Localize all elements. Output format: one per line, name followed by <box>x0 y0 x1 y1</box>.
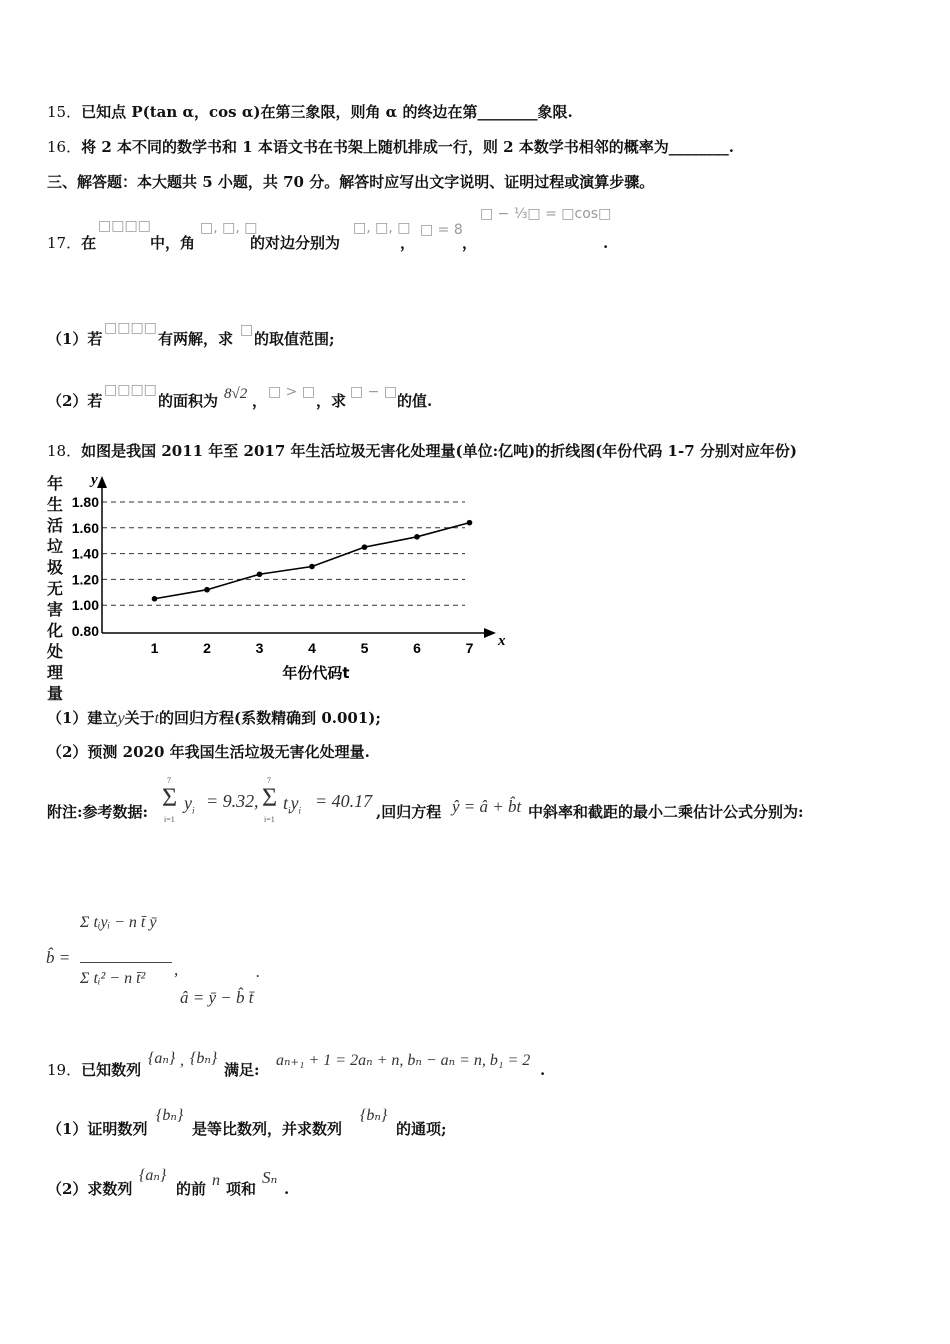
angles-formula-image: □, □, □ <box>200 220 258 236</box>
side-value-formula-image: □ = 8 <box>420 222 463 238</box>
x-tick-label: 3 <box>255 640 264 656</box>
variable-y: y <box>117 710 125 727</box>
sides-formula-image: □, □, □ <box>353 220 411 236</box>
q17-text-duibian: 的对边分别为 <box>250 234 341 252</box>
ylabel-char: 生 <box>46 495 63 514</box>
q17-comma: ， <box>400 234 416 252</box>
sum-Sn: Sₙ <box>262 1168 278 1187</box>
q17-p1-text-c: 的取值范围; <box>254 330 335 348</box>
sum-ty-value: = 40.17 <box>315 791 373 811</box>
ylabel-char: 无 <box>46 579 63 598</box>
q18-p1-text-b: 关于 <box>124 709 155 727</box>
line-chart <box>66 470 536 690</box>
intercept-formula: â = ȳ − b̂ t̄ <box>180 988 254 1007</box>
y-axis-symbol: y <box>91 472 98 488</box>
variable-formula-image: □ <box>240 322 254 338</box>
section-heading: 三、解答题：本大题共 5 小题，共 70 分。解答时应写出文字说明、证明过程或演算步骤。 <box>47 173 655 191</box>
q19-p2-text-b: 的前 <box>176 1180 207 1198</box>
q17-p2-text-b: 的面积为 <box>158 392 219 410</box>
question-number: 17． <box>47 234 82 252</box>
x-tick-label: 7 <box>465 640 474 656</box>
difference-formula-image: □ − □ <box>350 384 398 400</box>
ylabel-char: 理 <box>46 663 63 682</box>
data-point <box>362 544 368 550</box>
question-number: 19． <box>47 1061 82 1079</box>
x-axis-arrow <box>484 628 496 638</box>
q17-p2-text-c: ， <box>252 392 268 410</box>
question-18 <box>47 441 797 461</box>
q18-part1 <box>47 708 381 729</box>
sequence-b-formula: {bₙ} <box>190 1050 218 1067</box>
question-text: 将 2 本不同的数学书和 1 本语文书在书架上随机排成一行，则 2 本数学书相邻的概率为 <box>81 138 669 156</box>
y-tick-label: 1.40 <box>71 545 99 562</box>
data-point <box>204 587 210 593</box>
ylabel-char: 年 <box>46 474 63 493</box>
least-squares-formula: b̂ = Σ tᵢyᵢ − n t̄ ȳ Σ tᵢ² − n t̄² , â = ȳ − b̂ t̄ . <box>46 914 261 1007</box>
x-axis-label: 年份代码t <box>282 664 350 682</box>
question-number: 15． <box>47 103 82 121</box>
q19-p2-text-d: . <box>284 1180 290 1198</box>
ylabel-char: 量 <box>46 684 63 703</box>
answer-blank: ________ <box>477 103 538 121</box>
condition-formula-image: □ − ⅓□ = □cos□ <box>480 206 612 222</box>
x-tick-label: 6 <box>413 640 421 656</box>
fraction-bar <box>80 962 172 963</box>
ylabel-char: 垃 <box>46 537 63 556</box>
question-number: 16． <box>47 138 82 156</box>
regression-equation: ŷ = â + b̂t <box>452 797 522 816</box>
q19-p1-text-c: 的通项; <box>396 1120 447 1138</box>
triangle-formula-image: □□□□ <box>104 382 157 398</box>
q17-text-zhong: 中，角 <box>150 234 196 252</box>
question-19 <box>47 1060 141 1080</box>
question-text: 已知点 P(tan α，cos α)在第三象限，则角 α 的终边在第 <box>81 103 478 121</box>
sum-formulas: 7 Σ i=1 $y_i$ = 9.32 7 , Σ i=1 $t_iy_i$ = 40.17 <box>162 776 373 824</box>
q17-comma-2: ， <box>462 234 478 252</box>
question-tail: . <box>728 138 734 156</box>
data-point <box>152 596 158 602</box>
chart-ylabel <box>44 473 66 704</box>
question-15 <box>47 102 573 122</box>
x-tick-label: 4 <box>308 640 316 656</box>
x-axis-symbol: x <box>498 633 506 649</box>
area-formula-image: 8√2 <box>224 386 248 402</box>
answer-blank: ________ <box>668 138 729 156</box>
sequence-a-formula: {aₙ} <box>148 1050 176 1067</box>
sequence-b-formula: {bₙ} <box>156 1107 184 1124</box>
ylabel-char: 害 <box>46 600 63 619</box>
ylabel-char: 圾 <box>46 558 63 577</box>
data-point <box>257 571 263 577</box>
q19-p2-text-c: 项和 <box>226 1180 257 1198</box>
variable-n: n <box>212 1172 220 1189</box>
slope-numerator: Σ tᵢyᵢ − n t̄ ȳ <box>80 914 157 931</box>
data-point <box>467 520 473 526</box>
q17-p2-text-d: ，求 <box>316 392 347 410</box>
q17-p1-text-a: （1）若 <box>47 330 103 348</box>
q18-p1-text-a: （1）建立 <box>47 709 118 727</box>
q19-dot: . <box>540 1061 546 1079</box>
q19-p1-text-b: 是等比数列，并求数列 <box>192 1120 343 1138</box>
slope-symbol: b̂ = <box>46 948 71 967</box>
q17-part2 <box>47 391 102 411</box>
y-tick-label: 1.80 <box>71 494 99 510</box>
x-tick-label: 5 <box>360 640 369 656</box>
condition-formula: aₙ₊₁ + 1 = 2aₙ + n, bₙ − aₙ = n, b₁ = 2 <box>276 1052 531 1069</box>
inequality-formula-image: □ > □ <box>268 384 316 400</box>
q17-part1 <box>47 329 102 349</box>
question-number: 18． <box>47 442 82 460</box>
data-point <box>414 534 420 540</box>
ylabel-char: 化 <box>46 621 63 640</box>
q17-p2-text-e: 的值. <box>397 392 433 410</box>
sum-y-value: = 9.32 <box>206 791 255 811</box>
series-line <box>155 523 470 599</box>
q18-note-a: 附注:参考数据: <box>47 803 149 821</box>
q19-p1-text-a: （1）证明数列 <box>47 1120 148 1138</box>
y-tick-label: 1.00 <box>71 597 99 614</box>
y-tick-label: 0.80 <box>71 623 99 639</box>
y-tick-label: 1.20 <box>71 571 99 588</box>
triangle-formula-image: □□□□ <box>104 320 157 336</box>
triangle-formula-image: □□□□ <box>98 218 151 234</box>
sequence-a-formula: {aₙ} <box>139 1167 167 1184</box>
q19-p2-text-a: （2）求数列 <box>47 1180 133 1198</box>
x-tick-label: 1 <box>150 640 159 656</box>
variable-t: t <box>154 710 160 727</box>
ylabel-char: 处 <box>46 642 63 661</box>
question-tail: 象限. <box>537 103 573 121</box>
q19-text-a: 已知数列 <box>81 1061 142 1079</box>
sequence-b-formula: {bₙ} <box>360 1107 388 1124</box>
q17-p2-text-a: （2）若 <box>47 392 103 410</box>
question-16 <box>47 137 734 157</box>
q17-dot: . <box>603 234 609 252</box>
ylabel-char: 活 <box>46 516 63 535</box>
q17-p1-text-b: 有两解，求 <box>158 330 234 348</box>
y-tick-label: 1.60 <box>71 519 99 536</box>
data-point <box>309 564 315 570</box>
q18-note-c: 中斜率和截距的最小二乘估计公式分别为: <box>528 803 804 821</box>
q18-p1-text-c: 的回归方程(系数精确到 0.001); <box>159 709 381 727</box>
q18-part2: （2）预测 2020 年我国生活垃圾无害化处理量. <box>47 743 370 761</box>
q19-part2 <box>47 1179 132 1199</box>
question-17 <box>47 233 96 253</box>
q17-text-zai: 在 <box>81 234 97 252</box>
q19-text-b: 满足: <box>224 1061 260 1079</box>
formula-end-dot: . <box>256 962 261 981</box>
slope-denominator: Σ tᵢ² − n t̄² <box>80 970 146 987</box>
question-text: 如图是我国 2011 年至 2017 年生活垃圾无害化处理量(单位:亿吨)的折线图(年份代码 1-7 分别对应年份) <box>81 442 797 460</box>
q19-part1 <box>47 1119 147 1139</box>
q19-comma: , <box>180 1052 184 1069</box>
q18-note-b: ,回归方程 <box>376 803 442 821</box>
x-tick-label: 2 <box>203 640 211 656</box>
y-axis-arrow <box>97 476 107 488</box>
